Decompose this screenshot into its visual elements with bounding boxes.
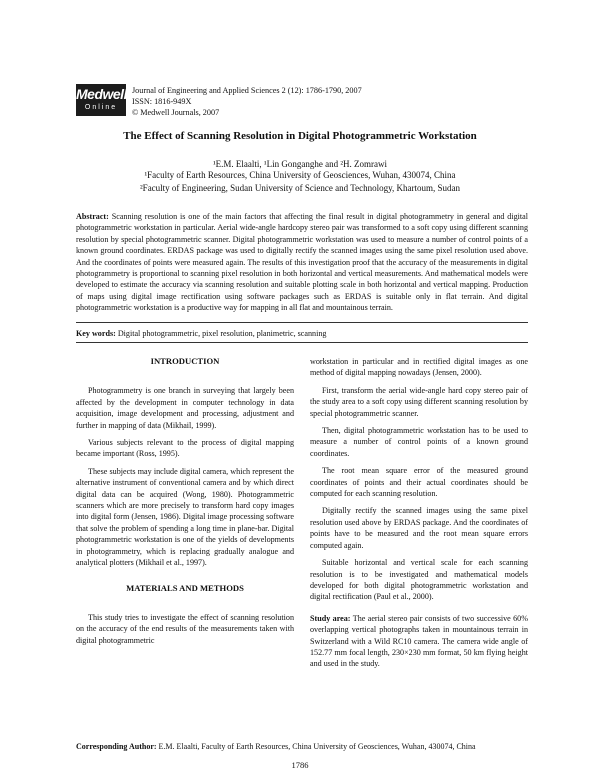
page-number: 1786 (291, 760, 309, 770)
journal-info (132, 85, 362, 118)
paragraph: workstation in particular and in rectified digital images as one method of digital mapping nowadays (Jensen, 2000). (310, 357, 528, 378)
paragraph: Then, digital photogrammetric workstation has to be used to measure a number of control points of a known ground coordinates. (310, 426, 528, 458)
journal-issn: ISSN: 1816-949X (132, 97, 192, 106)
paper-title: The Effect of Scanning Resolution in Digital Photogrammetric Workstation (123, 130, 477, 142)
abstract (76, 211, 528, 314)
paragraph: Suitable horizontal and vertical scale for each scanning resolution is to be investigated and mathematical models developed for both digital photogrammetric workstation and digital rectification (Paul et al., 2000). (310, 558, 528, 602)
paragraph: Digitally rectify the scanned images using the same pixel resolution used above by ERDAS package. And the coordinates of points have to be measured and the root mean square errors computed again. (310, 506, 528, 550)
left-column (76, 356, 294, 652)
paragraph: Various subjects relevant to the process of digital mapping became important (Ross, 1995). (76, 438, 294, 459)
study-area-text: The aerial stereo pair consists of two successive 60% overlapping vertical photographs taken in mountainous terrain in Switzerland with a Wild RC10 camera. The camera wide angle of 152.77 mm focal length, 230×230 mm format, 50 km flying height and used in the study. (310, 613, 528, 669)
keywords-label: Key words: (76, 329, 116, 338)
paragraph: The root mean square error of the measured ground coordinates of points and their actual coordinates should be computed for each scanning resolution. (310, 466, 528, 499)
keywords-text: Digital photogrammetric, pixel resolution, planimetric, scanning (117, 329, 327, 338)
abstract-text: Scanning resolution is one of the main factors that affecting the final result in digital photogrammetry in general and digital photogrammetric workstation in particular. Aerial wide-angle hardcopy stereo pair was transformed to a soft copy using different scanning resolution by special photogrammetric scanner. Digital photogrammetric workstation was used to measure a number of control points of a known ground coordinates. ERDAS package was used to digitally rectify the scanned images using the same pixel resolution used above. And the coordinates of points were measured again. The results of this investigation proof that the accuracy of the measurements in digital photogrammetry is proportional to scanning pixel resolution in both horizontal and vertical measurements. And mathematical models were developed to estimate the accuracy via scanning resolution and suitable plotting scale in both horizontal and vertical mapping. Production of maps using digital image rectification using software packages such as ERDAS is suitable only in flat terrain. And digital photogrammetric workstation is a productive way for mapping in all flat and mountainous terrain. (76, 212, 528, 313)
logo-subtext: Online (84, 104, 118, 111)
corresponding-text: E.M. Elaalti, Faculty of Earth Resources, China University of Geosciences, Wuhan, 430074, China (158, 742, 476, 751)
paragraph: This study tries to investigate the effect of scanning resolution on the accuracy of the end results of the measurements taken with digital photogrammetric (76, 612, 294, 645)
methods-heading: MATERIALS AND METHODS (126, 582, 244, 593)
journal-citation: Journal of Engineering and Applied Sciences 2 (12): 1786-1790, 2007 (132, 86, 362, 95)
logo-text: Medwell (76, 86, 127, 102)
journal-copyright: © Medwell Journals, 2007 (132, 108, 220, 117)
paragraph: Photogrammetry is one branch in surveying that largely been affected by the development in computer technology in data acquisition, image development and processing, adjustment and further in mapping of data (Mikhail, 1999). (76, 386, 294, 430)
abstract-label: Abstract: (76, 212, 109, 221)
corresponding-label: Corresponding Author: (76, 742, 157, 751)
paragraph: These subjects may include digital camera, which represent the alternative instrument of conventional camera and by which direct digital data can be acquired (Wong, 1980). Photogrammetric scanners which are more precisely to transform hard copy images into digital form (Jensen, 1986). Digital image processing software that solve the problem of spending a long time in plane-bar. Digital photogrammetric workstation is one of the yields of developments in photogrammetry, which is replacing gradually analogue and analytical plotters (Mikhail et al., 1997). (76, 466, 294, 568)
keywords (76, 329, 528, 338)
right-column (310, 356, 528, 676)
affiliation-2: ²Faculty of Engineering, Sudan University of Science and Technology, Khartoum, Sudan (139, 183, 460, 193)
divider-bottom (76, 342, 528, 343)
affiliation-1: ¹Faculty of Earth Resources, China University of Geosciences, Wuhan, 430074, China (144, 170, 456, 180)
publisher-logo (76, 84, 126, 116)
study-area-paragraph (310, 613, 528, 670)
divider-top (76, 322, 528, 323)
authors: ¹E.M. Elaalti, ¹Lin Gonganghe and ²H. Zomrawi (212, 159, 388, 169)
paragraph: First, transform the aerial wide-angle hard copy stereo pair of the study area to a soft copy using different scanning resolution by special photogrammetric scanner. (310, 385, 528, 418)
introduction-heading: INTRODUCTION (150, 356, 220, 366)
study-area-label: Study area: (310, 613, 351, 623)
corresponding-author (76, 742, 528, 751)
